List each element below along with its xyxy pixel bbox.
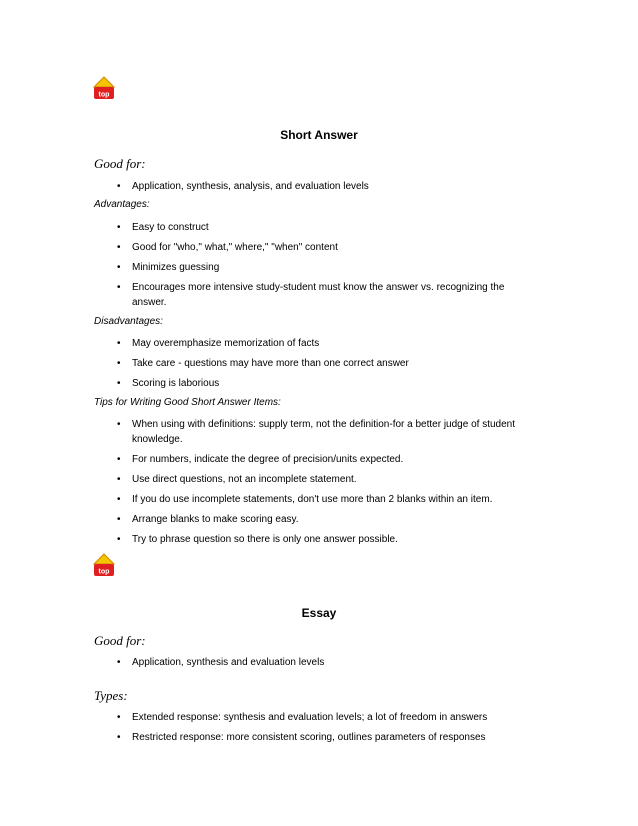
list-item: • Application, synthesis and evaluation levels <box>0 655 638 670</box>
essay-good-for-label: Good for: <box>94 633 146 648</box>
list-item: • For numbers, indicate the degree of precision/units expected. <box>0 452 638 467</box>
list-item: • Scoring is laborious <box>0 376 638 391</box>
list-item: • Minimizes guessing <box>0 260 638 275</box>
list-item: • Take care - questions may have more than one correct answer <box>0 356 638 371</box>
advantages-label: Advantages: <box>94 199 150 210</box>
tips-list <box>0 417 638 547</box>
list-item: • Good for "who," what," where," "when" content <box>0 240 638 255</box>
list-item: • Arrange blanks to make scoring easy. <box>0 512 638 527</box>
advantages-list <box>0 220 638 310</box>
short-answer-good-for-label: Good for: <box>94 156 146 171</box>
list-item: • Use direct questions, not an incomplete statement. <box>0 472 638 487</box>
disadvantages-label: Disadvantages: <box>94 316 163 327</box>
top-icon-label: top <box>98 91 110 99</box>
essay-good-for-list <box>0 655 638 670</box>
list-item: • When using with definitions: supply term, not the definition-for a better judge of student knowledge. <box>0 417 638 447</box>
list-item: • If you do use incomplete statements, don't use more than 2 blanks within an item. <box>0 492 638 507</box>
top-icon-label: top <box>98 568 110 576</box>
list-item: • Extended response: synthesis and evaluation levels; a lot of freedom in answers <box>0 710 638 725</box>
list-item: • Easy to construct <box>0 220 638 235</box>
list-item: • Application, synthesis, analysis, and evaluation levels <box>0 179 638 194</box>
list-item: • Try to phrase question so there is only one answer possible. <box>0 532 638 547</box>
list-item: • Restricted response: more consistent scoring, outlines parameters of responses <box>0 730 638 745</box>
tips-label: Tips for Writing Good Short Answer Items: <box>94 397 281 408</box>
essay-title: Essay <box>301 606 337 620</box>
essay-types-label: Types: <box>94 688 128 703</box>
short-answer-good-for-list <box>0 179 638 194</box>
list-item: • May overemphasize memorization of facts <box>0 336 638 351</box>
top-icon[interactable] <box>93 76 115 100</box>
top-icon[interactable] <box>93 553 115 577</box>
essay-types-list <box>0 710 638 745</box>
short-answer-title: Short Answer <box>280 128 358 142</box>
list-item: • Encourages more intensive study-student must know the answer vs. recognizing the answer. <box>0 280 638 310</box>
disadvantages-list <box>0 336 638 391</box>
